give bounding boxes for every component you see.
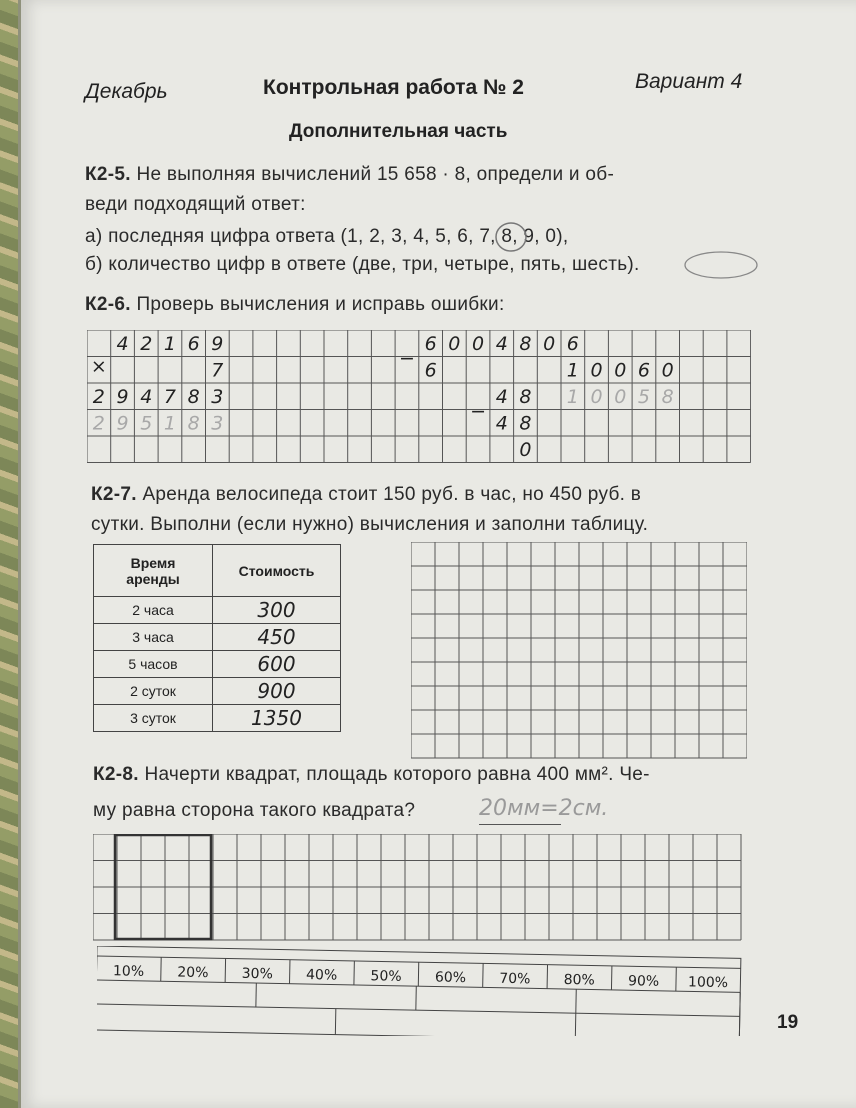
percent-label: 70%	[499, 970, 531, 988]
grid-digit: 0	[472, 333, 485, 355]
rent-cost-cell[interactable]: 900	[213, 678, 341, 705]
col-cost-header: Стоимость	[213, 545, 341, 597]
handwritten-digit: 3	[211, 412, 224, 435]
percent-label: 20%	[177, 964, 209, 982]
rent-table	[93, 544, 341, 732]
handwritten-digit: 0	[614, 386, 627, 408]
grid-digit: 4	[495, 386, 508, 408]
grid-digit: 4	[140, 386, 153, 408]
grid-digit: 4	[495, 333, 508, 355]
grid-digit: 1	[566, 359, 579, 382]
grid-digit: 0	[661, 359, 674, 382]
table-row	[94, 624, 341, 651]
grid-digit: 6	[566, 333, 579, 355]
multiply-sign: ×	[90, 355, 107, 378]
handwritten-digit: 1	[163, 412, 176, 435]
percent-scale	[97, 946, 747, 1036]
k2-8-label: К2-8.	[93, 764, 139, 785]
rent-time-cell: 3 суток	[94, 705, 213, 732]
grid-digit: 3	[211, 386, 224, 408]
handwritten-digit: 0	[590, 386, 603, 408]
percent-label: 10%	[112, 963, 145, 980]
answer-line	[479, 824, 561, 825]
rent-time-cell: 2 часа	[94, 597, 213, 624]
handwritten-digit: 8	[661, 386, 674, 408]
rent-table-header	[94, 545, 341, 597]
grid-digit: 8	[519, 333, 532, 355]
grid-digit: 0	[590, 359, 603, 382]
grid-digit: 0	[519, 439, 532, 461]
k2-8-text-1: Начерти квадрат, площадь которого равна 400 мм². Че-	[144, 764, 650, 785]
handwritten-digit: 8	[187, 412, 200, 435]
page-title: Контрольная работа № 2	[263, 76, 524, 99]
circle-mark-shest	[681, 248, 761, 282]
handwritten-digit: 2	[92, 412, 105, 435]
k2-5-text-2: веди подходящий ответ:	[85, 194, 306, 215]
percent-label: 30%	[241, 965, 274, 983]
section-subtitle: Дополнительная часть	[289, 121, 508, 142]
circle-mark-4	[491, 220, 531, 254]
grid-digit: 2	[140, 333, 153, 355]
k2-5-line1	[85, 164, 614, 186]
grid-digit: 7	[163, 386, 176, 408]
k2-6-grid	[87, 330, 751, 466]
rent-cost-cell[interactable]: 300	[213, 597, 341, 624]
grid-digit: 6	[424, 359, 437, 382]
table-row	[94, 651, 341, 678]
grid-digit: 1	[163, 333, 176, 355]
rent-cost-cell[interactable]: 600	[213, 651, 341, 678]
percent-label: 60%	[434, 969, 467, 987]
handwritten-digit: 5	[140, 412, 153, 435]
k2-8-grid	[93, 834, 743, 942]
table-row	[94, 678, 341, 705]
k2-6-label: К2-6.	[85, 294, 131, 315]
k2-6-line	[85, 294, 505, 316]
rent-cost-cell[interactable]: 450	[213, 624, 341, 651]
handwritten-digit: 9	[116, 412, 129, 435]
percent-label: 50%	[370, 968, 402, 985]
grid-digit: 6	[424, 333, 437, 355]
percent-label: 100%	[687, 974, 729, 992]
grid-digit: 0	[614, 359, 627, 382]
k2-8-handwritten-answer[interactable]: 20мм=2см.	[479, 796, 609, 821]
grid-digit: 8	[519, 386, 532, 408]
grid-digit: 6	[187, 333, 200, 355]
handwritten-digit: 5	[637, 386, 650, 408]
grid-digit: 0	[448, 333, 461, 355]
grid-digit: 8	[187, 386, 200, 408]
k2-8-line1	[93, 764, 650, 786]
month-label: Декабрь	[85, 80, 168, 103]
k2-5-option-b: б) количество цифр в ответе (две, три, четыре, пять, шесть).	[85, 254, 640, 275]
minus-sign: −	[470, 400, 487, 423]
grid-digit: 0	[543, 333, 556, 355]
col-time-header	[94, 545, 213, 597]
grid-digit: 8	[519, 412, 532, 435]
k2-7-text-2: сутки. Выполни (если нужно) вычисления и заполни таблицу.	[91, 514, 649, 535]
col-time-header-2: аренды	[126, 570, 180, 587]
rent-time-cell: 3 часа	[94, 624, 213, 651]
rent-cost-cell[interactable]: 1350	[213, 705, 341, 732]
k2-5-text-1: Не выполняя вычислений 15 658 · 8, определи и об-	[136, 164, 615, 185]
k2-7-line1	[91, 484, 641, 506]
variant-label: Вариант 4	[635, 70, 743, 93]
percent-label: 40%	[305, 967, 338, 984]
rent-time-cell: 2 суток	[94, 678, 213, 705]
grid-digit: 4	[495, 412, 508, 435]
col-time-header-1: Время	[130, 554, 176, 571]
grid-digit: 9	[211, 333, 224, 355]
grid-digit: 7	[211, 359, 224, 382]
grid-digit: 2	[92, 386, 105, 408]
k2-7-label: К2-7.	[91, 484, 137, 505]
table-row	[94, 705, 341, 732]
workbook-page	[18, 0, 856, 1108]
page-number: 19	[777, 1012, 799, 1033]
handwritten-digit: 1	[566, 386, 579, 408]
minus-sign: −	[398, 347, 415, 370]
percent-label: 80%	[563, 971, 595, 989]
grid-digit: 9	[116, 386, 129, 408]
k2-5-label: К2-5.	[85, 164, 131, 185]
grid-digit: 4	[116, 333, 129, 355]
table-row	[94, 597, 341, 624]
percent-label: 90%	[627, 973, 660, 990]
k2-8-text-2: му равна сторона такого квадрата?	[93, 800, 416, 821]
k2-7-text-1: Аренда велосипеда стоит 150 руб. в час, но 450 руб. в	[142, 484, 642, 505]
k2-5-option-a: а) последняя цифра ответа (1, 2, 3, 4, 5, 6, 7, 8, 9, 0),	[85, 226, 569, 247]
k2-6-text: Проверь вычисления и исправь ошибки:	[136, 294, 505, 315]
rent-time-cell: 5 часов	[94, 651, 213, 678]
k2-7-work-grid	[411, 542, 747, 762]
grid-digit: 6	[637, 359, 650, 382]
